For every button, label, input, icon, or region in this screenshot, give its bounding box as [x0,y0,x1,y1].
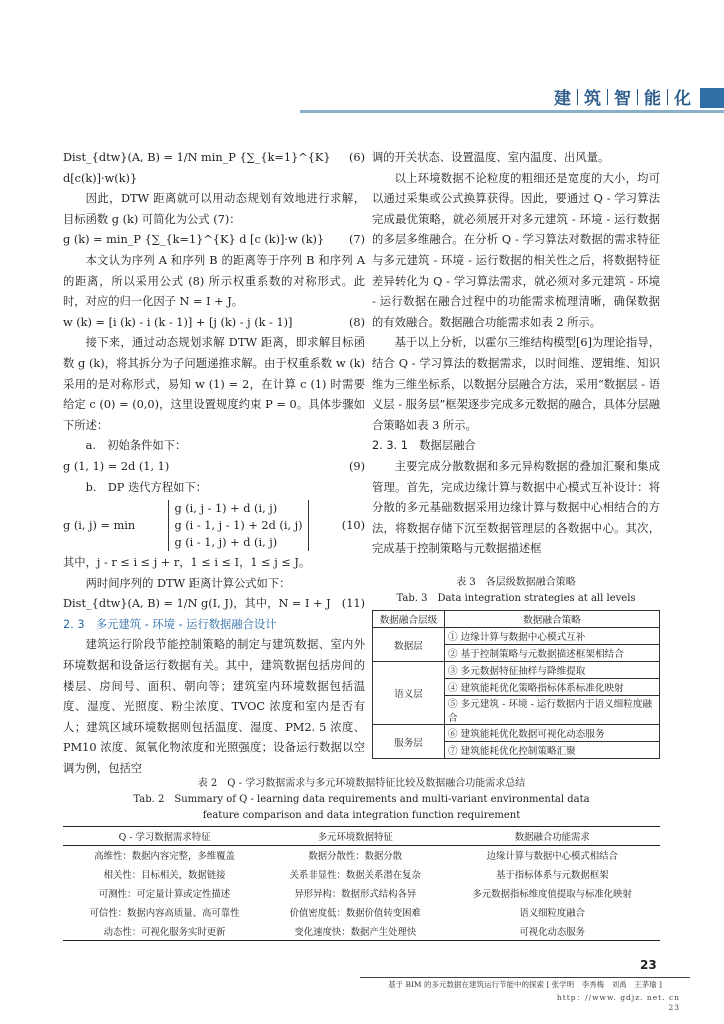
left-column [63,148,365,780]
table-row [373,628,660,645]
equation-case: g (i - 1, j) + d (i, j) [174,536,278,550]
paragraph: 以上环境数据不论粒度的粗细还是宽度的大小，均可以通过采集或公式换算获得。因此，要通过 Q - 学习算法完成最优策略，就必须展开对多元建筑 - 环境 - 运行数据的多层多维融合。在分析 Q - 学习算法对数据的需求特征与多元建筑 - 环境 - 运行数据的相关性之后，将数据特征差异转化为 Q - 学习算法需求，就必须对多元建筑 - 环境 - 运行数据在融合过程中的功能需求梳理清晰，确保数据的有效融合。数据融合功能需求如表 2 所示。 [372,171,660,329]
table-cell: 边缘计算与数据中心模式相结合 [486,851,618,863]
table-header-row [373,611,660,628]
header-char: 筑 [584,89,601,109]
table-header-cell: Q - 学习数据需求特征 [63,827,266,846]
equation-text: g (k) = min_P {∑_{k=1}^{K} d [c (k)]·w (k)} [63,233,325,247]
layer-cell: 语义层 [373,662,445,725]
equation-number: (10) [341,519,365,533]
table-cell: 语义细粒度融合 [519,908,586,919]
paragraph: 本文认为序列 A 和序列 B 的距离等于序列 B 和序列 A 的距离，所以采用公式 (8) 所示权重系数的对称形式。此时，对应的归一化因子 N = I + J。 [63,253,365,309]
table-header-cell: 多元环境数据特征 [266,827,444,846]
strategy-cell: ⑤ 多元建筑 - 环境 - 运行数据内于语义细粒度融合 [445,696,660,725]
table3-caption [372,575,660,607]
strategy-cell: ⑥ 建筑能耗优化数据可视化动态服务 [445,725,660,742]
header-accent-block [700,88,724,108]
paragraph: 调的开关状态、设置温度、室内温度、出风量。 [372,151,610,164]
equation-6 [63,148,365,189]
equation-number: (6) [348,151,365,164]
header-rule [300,110,724,113]
equation-10 [63,500,365,551]
caption-cn: 表 3 各层级数据融合策略 [456,577,576,588]
equation-number: (8) [348,315,365,329]
caption-cn: 表 2 Q - 学习数据需求与多元环境数据特征比较及数据融合功能需求总结 [197,778,526,789]
equation-7 [63,230,365,251]
table-row [373,725,660,742]
equation-text: g (1, 1) = 2d (1, 1) [63,459,170,473]
table-cell: 高维性：数据内容完整，多维覆盖 [94,851,235,863]
header-char: 建 [554,89,571,109]
table-cell: 相关性：目标相关，数据链接 [103,870,226,881]
layer-cell: 服务层 [373,725,445,759]
paragraph: 建筑运行阶段节能控制策略的制定与建筑数据、室内外环境数据和设备运行数据有关。其中，建筑数据包括房间的楼层、房间号、面积、朝向等；建筑室内环境数据包括温度、湿度、光照度、粉尘浓度、TVOC 浓度和室内是否有人；建筑区域环境数据则包括温度、湿度、PM2. 5 浓度、PM10 浓度、氮氧化物浓度和光照强度；设备运行数据以空调为例，包括空 [63,638,365,776]
table-cell: 可测性：可定量计算或定性描述 [98,889,231,900]
section-heading: 2. 3 多元建筑 - 环境 - 运行数据融合设计 [63,617,277,631]
table-cell: 基于指标体系与元数据框架 [495,870,609,881]
equation-number: (9) [348,459,365,473]
table-cell: 异形异构：数据形式结构各异 [294,889,417,900]
step-b: b. DP 迭代方程如下： [85,480,208,494]
layer-cell: 数据层 [373,628,445,662]
equation-8 [63,313,365,334]
table-cell: 数据分散性：数据分散 [308,851,403,863]
equation-number: (11) [341,597,365,611]
caption-en: feature comparison and data integration function requirement [202,810,521,821]
condition-line: 其中，j - r ≤ i ≤ j + r，1 ≤ i ≤ I，1 ≤ j ≤ J。 [63,556,311,570]
table-cell: 多元数据指标维度值提取与标准化映射 [472,889,632,900]
strategy-cell: ④ 建筑能耗优化策略指标体系标准化映射 [445,679,660,696]
equation-text: w (k) = [i (k) - i (k - 1)] + [j (k) - j (k - 1)] [63,315,293,329]
equation-9 [63,457,365,478]
table-cell: 可信性：数据内容高质量、高可靠性 [89,908,240,919]
table-row [63,903,660,922]
page-number: 23 [640,958,657,972]
table-header-row [63,827,660,846]
paragraph: 因此，DTW 距离就可以用动态规划有效地进行求解，目标函数 g (k) 可简化为公式 (7)： [63,192,365,226]
equation-11 [63,594,365,615]
equation-case: g (i, j - 1) + d (i, j) [174,502,278,516]
subsection-heading: 2. 3. 1 数据层融合 [372,439,476,453]
step-a: a. 初始条件如下： [85,439,187,453]
paragraph: 两时间序列的 DTW 距离计算公式如下： [85,576,291,590]
table-row [373,662,660,679]
table-cell: 可视化动态服务 [445,922,661,941]
paragraph: 主要完成分散数据和多元异构数据的叠加汇聚和集成管理。首先，完成边缘计算与数据中心模式互补设计：将分散的多元基础数据采用边缘计算与数据中心相结合的方法，将数据存储下沉至数据管理层的各数据中心。其次，完成基于控制策略与元数据描述框 [372,459,660,556]
strategy-cell: ① 边缘计算与数据中心模式互补 [445,628,660,645]
equation-number: (7) [348,233,365,247]
caption-en: Tab. 3 Data integration strategies at all levels [396,593,636,604]
equation-cases [168,500,308,551]
right-column [372,148,660,560]
table-header-cell: 数据融合层级 [373,611,445,628]
table-cell: 价值密度低：数据价值转变困难 [289,908,421,919]
equation-case: g (i - 1, j - 1) + 2d (i, j) [174,519,303,533]
table3 [372,610,660,759]
table-row [63,846,660,865]
table-cell: 动态性：可视化服务实时更新 [63,922,266,941]
paragraph: 基于以上分析，以霍尔三维结构模型[6]为理论指导，结合 Q - 学习算法的数据需求，以时间维、逻辑维、知识维为三维坐标系，以数据分层融合方法，采用“数据层 - 语义层 - 服务层”框架逐步完成多元数据的融合，具体分层融合策略如表 3 所示。 [372,336,660,432]
header-char: 化 [674,89,691,109]
table-row [63,865,660,884]
journal-header [548,84,697,109]
table-cell: 关系非显性：数据关系潜在复杂 [289,870,421,881]
strategy-cell: ⑦ 建筑能耗优化控制策略汇聚 [445,742,660,759]
table-header-cell: 数据融合策略 [445,611,660,628]
paragraph: 接下来，通过动态规划求解 DTW 距离，即求解目标函数 g (k)，将其拆分为子问题递推求解。由于权重系数 w (k) 采用的是对称形式，易知 w (1) = 2，在计算 c (1) 时需要给定 c (0) = (0,0)，这里设置规度约束 P = 0。具体步骤如下所述： [63,336,365,432]
strategy-cell: ② 基于控制策略与元数据描述框架相结合 [445,645,660,662]
equation-text: Dist_{dtw}(A, B) = 1/N g(I, J)，其中，N = I + J [63,597,331,611]
caption-en: Tab. 2 Summary of Q - learning data requirements and multi-variant environmental data [133,794,590,805]
table2 [63,826,660,941]
footer-rule [360,977,690,978]
footer-url: http：//www. gdjz. net. cn 23 [556,993,689,1012]
equation-text: Dist_{dtw}(A, B) = 1/N min_P {∑_{k=1}^{K} d[c(k)]·w(k)} [63,151,331,185]
table-cell: 变化速度快：数据产生处理快 [266,922,444,941]
table-row [63,884,660,903]
header-char: 智 [614,89,631,109]
equation-lhs: g (i, j) = min [63,519,136,533]
strategy-cell: ③ 多元数据特征抽样与降维提取 [445,662,660,679]
footer-citation: 基于 BIM 的多元数据在建筑运行节能中的探索 [ 张学明 李秀梅 刘禹 王茅瑜 ] [388,980,662,989]
table-header-cell: 数据融合功能需求 [445,827,661,846]
table2-caption [63,776,660,824]
header-char: 能 [644,89,661,109]
table-row [63,922,660,941]
